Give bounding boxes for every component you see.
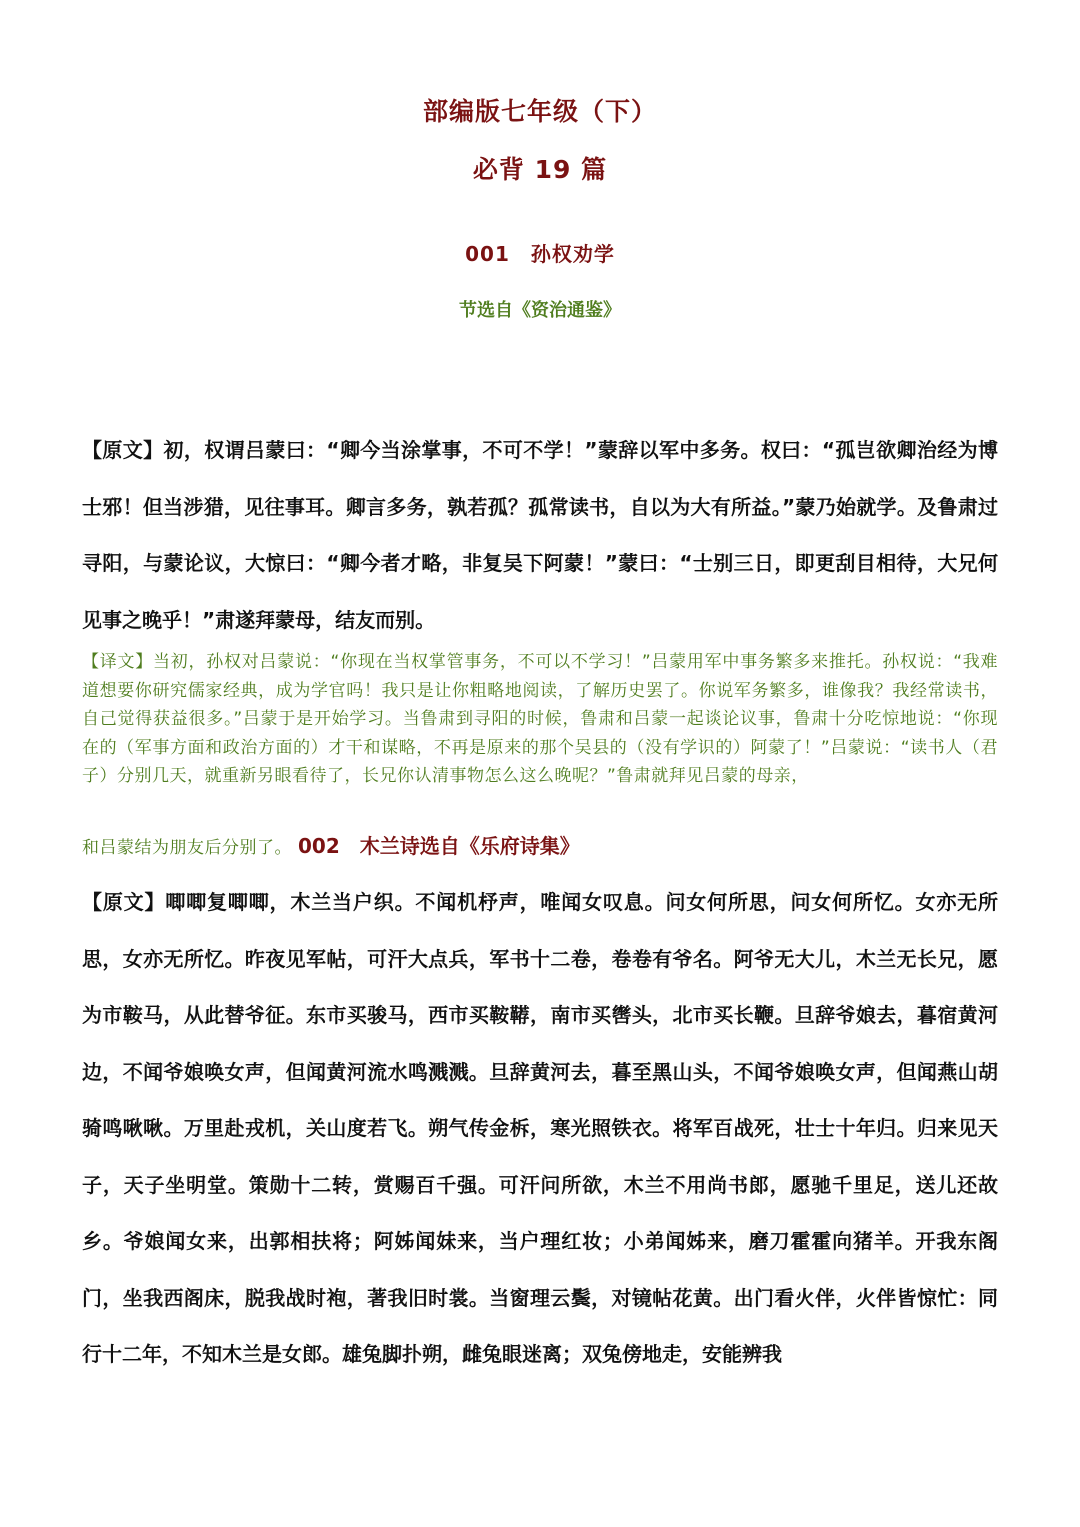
- section2-original: [82, 874, 998, 1383]
- original-label: 【原文】: [82, 438, 164, 462]
- original-label: 【原文】: [82, 890, 166, 914]
- original-text: 初，权谓吕蒙曰：“卿今当涂掌事，不可不学！”蒙辞以军中多务。权曰：“孤岂欲卿治经为博士邪！但当涉猎，见往事耳。卿言多务，孰若孤？孤常读书，自以为大有所益。”蒙乃始就学。及鲁肃过寻阳，与蒙论议，大惊曰：“卿今者才略，非复吴下阿蒙！”蒙曰：“士别三日，即更刮目相待，大兄何见事之晚乎！”肃遂拜蒙母，结友而别。: [82, 438, 999, 632]
- document-subtitle: 必背 19 篇: [472, 155, 608, 184]
- section2-heading: 002 木兰诗选自《乐府诗集》: [298, 834, 580, 858]
- section1-original: [82, 422, 998, 648]
- document-title: 部编版七年级（下）: [422, 97, 657, 126]
- section1-heading: 001 孙权劝学: [465, 242, 615, 266]
- translation-tail: 和吕蒙结为朋友后分别了。: [82, 838, 292, 858]
- translation-label: 【译文】: [82, 652, 154, 672]
- section1-translation: [82, 648, 998, 791]
- section1-source: 节选自《资治通鉴》: [459, 300, 621, 321]
- original-text: 唧唧复唧唧，木兰当户织。不闻机杼声，唯闻女叹息。问女何所思，问女何所忆。女亦无所思，女亦无所忆。昨夜见军帖，可汗大点兵，军书十二卷，卷卷有爷名。阿爷无大儿，木兰无长兄，愿为市鞍马，从此替爷征。东市买骏马，西市买鞍鞯，南市买辔头，北市买长鞭。旦辞爷娘去，暮宿黄河边，不闻爷娘唤女声，但闻黄河流水鸣溅溅。旦辞黄河去，暮至黑山头，不闻爷娘唤女声，但闻燕山胡骑鸣啾啾。万里赴戎机，关山度若飞。朔气传金柝，寒光照铁衣。将军百战死，壮士十年归。归来见天子，天子坐明堂。策勋十二转，赏赐百千强。可汗问所欲，木兰不用尚书郎，愿驰千里足，送儿还故乡。爷娘闻女来，出郭相扶将；阿姊闻妹来，当户理红妆；小弟闻姊来，磨刀霍霍向猪羊。开我东阁门，坐我西阁床，脱我战时袍，著我旧时裳。当窗理云鬓，对镜帖花黄。出门看火伴，火伴皆惊忙：同行十二年，不知木兰是女郎。雄兔脚扑朔，雌兔眼迷离；双兔傍地走，安能辨我: [82, 890, 999, 1366]
- translation-text: 当初，孙权对吕蒙说：“你现在当权掌管事务，不可以不学习！”吕蒙用军中事务繁多来推托。孙权说：“我难道想要你研究儒家经典，成为学官吗！我只是让你粗略地阅读，了解历史罢了。你说军务繁多，谁像我？我经常读书，自己觉得获益很多。”吕蒙于是开始学习。当鲁肃到寻阳的时候，鲁肃和吕蒙一起谈论议事，鲁肃十分吃惊地说：“你现在的（军事方面和政治方面的）才干和谋略，不再是原来的那个吴县的（没有学识的）阿蒙了！”吕蒙说：“读书人（君子）分别几天，就重新另眼看待了，长兄你认清事物怎么这么晚呢？”鲁肃就拜见吕蒙的母亲，: [82, 652, 999, 786]
- translation-tail-line: [82, 828, 998, 866]
